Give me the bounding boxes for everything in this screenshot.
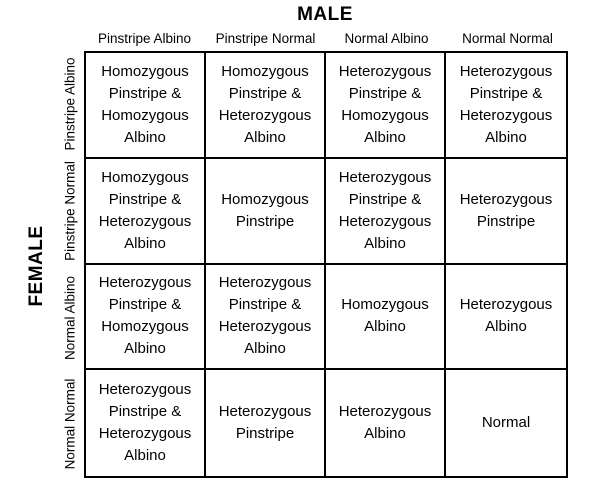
grid-cell-r2-c3: Heterozygous Pinstripe & Heterozygous Albino [326,159,446,265]
grid-cell-r4-c3: Heterozygous Albino [326,370,446,476]
grid-cell-r1-c4: Heterozygous Pinstripe & Heterozygous Albino [446,53,566,159]
grid-cell-r1-c1: Homozygous Pinstripe & Homozygous Albino [86,53,206,159]
column-headers [84,31,568,49]
grid-cell-r3-c3: Homozygous Albino [326,265,446,371]
grid-cell-r4-c4: Normal [481,414,531,432]
row-header-pinstripe-albino: Pinstripe Albino [62,57,78,151]
row-header-normal-normal: Normal Normal [62,378,78,470]
grid-cell-r1-c3: Heterozygous Pinstripe & Homozygous Albino [326,53,446,159]
grid-cell-r3-c1: Heterozygous Pinstripe & Homozygous Albino [86,265,206,371]
grid-cell-r3-c4: Heterozygous Albino [446,265,566,371]
column-header-pinstripe-albino: Pinstripe Albino [97,31,192,46]
column-header-normal-normal: Normal Normal [462,31,553,46]
grid-cell-r4-c1: Heterozygous Pinstripe & Heterozygous Albino [86,370,206,476]
grid-cell-r2-c4: Heterozygous Pinstripe [446,159,566,265]
column-header-pinstripe-normal: Pinstripe Normal [215,31,316,46]
grid-cell-r1-c2: Homozygous Pinstripe & Heterozygous Albino [206,53,326,159]
row-header-normal-albino: Normal Albino [62,275,78,361]
column-header-normal-albino: Normal Albino [344,31,429,46]
male-axis-title: MALE [297,4,353,25]
row-header-pinstripe-normal: Pinstripe Normal [62,161,78,261]
female-axis-title: FEMALE [26,225,47,307]
grid-cell-r2-c1: Homozygous Pinstripe & Heterozygous Albino [86,159,206,265]
grid-cell-r4-c2: Heterozygous Pinstripe [206,370,326,476]
grid-cell-r3-c2: Heterozygous Pinstripe & Heterozygous Albino [206,265,326,371]
grid-cell-r2-c2: Homozygous Pinstripe [206,159,326,265]
punnett-square-grid [84,51,568,478]
